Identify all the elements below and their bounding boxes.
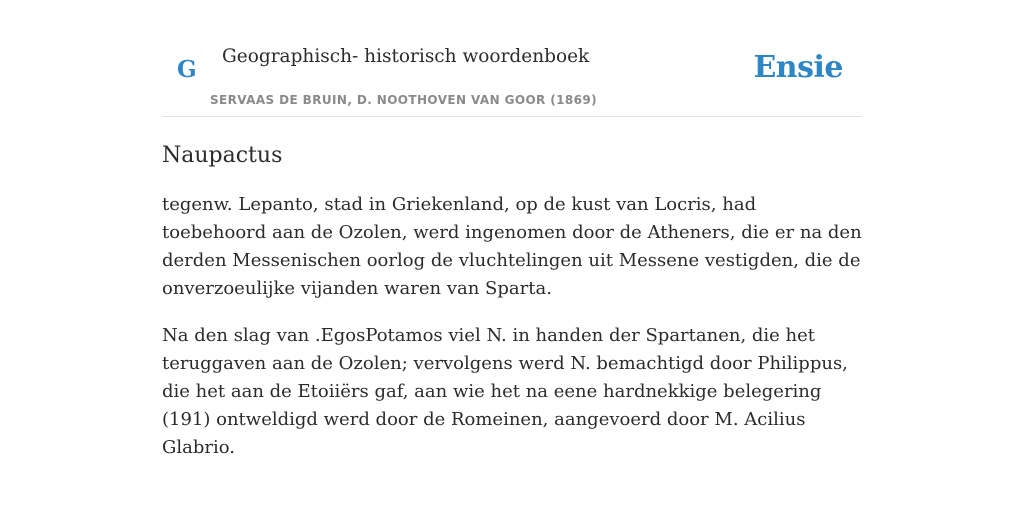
book-authors: SERVAAS DE BRUIN, D. NOOTHOVEN VAN GOOR (1869) [210,93,598,107]
page-container [162,0,862,481]
entry-body [162,191,862,462]
book-title[interactable]: Geographisch- historisch woordenboek [222,46,590,67]
entry-paragraph: tegenw. Lepanto, stad in Griekenland, op de kust van Locris, had toebehoord aan de Ozolen, werd ingenomen door de Atheners, die er na den derden Messenischen oorlog de vluchtelingen uit Messene vestigden, die de onverzoeulijke vijanden waren van Sparta. [162,194,862,299]
entry-paragraph: Na den slag van .EgosPotamos viel N. in handen der Spartanen, die het teruggaven aan de Ozolen; vervolgens werd N. bemachtigd door Philippus, die het aan de Etoiiërs gaf, aan wie het na eene hardnekkige belegering (191) ontweldigd werd door de Romeinen, aangevoerd door M. Acilius Glabrio. [162,325,848,458]
entry-title: Naupactus [162,143,283,168]
book-letter-logo[interactable]: G [177,56,197,83]
ensie-logo-link[interactable]: Ensie [753,50,843,85]
book-header [162,0,862,117]
